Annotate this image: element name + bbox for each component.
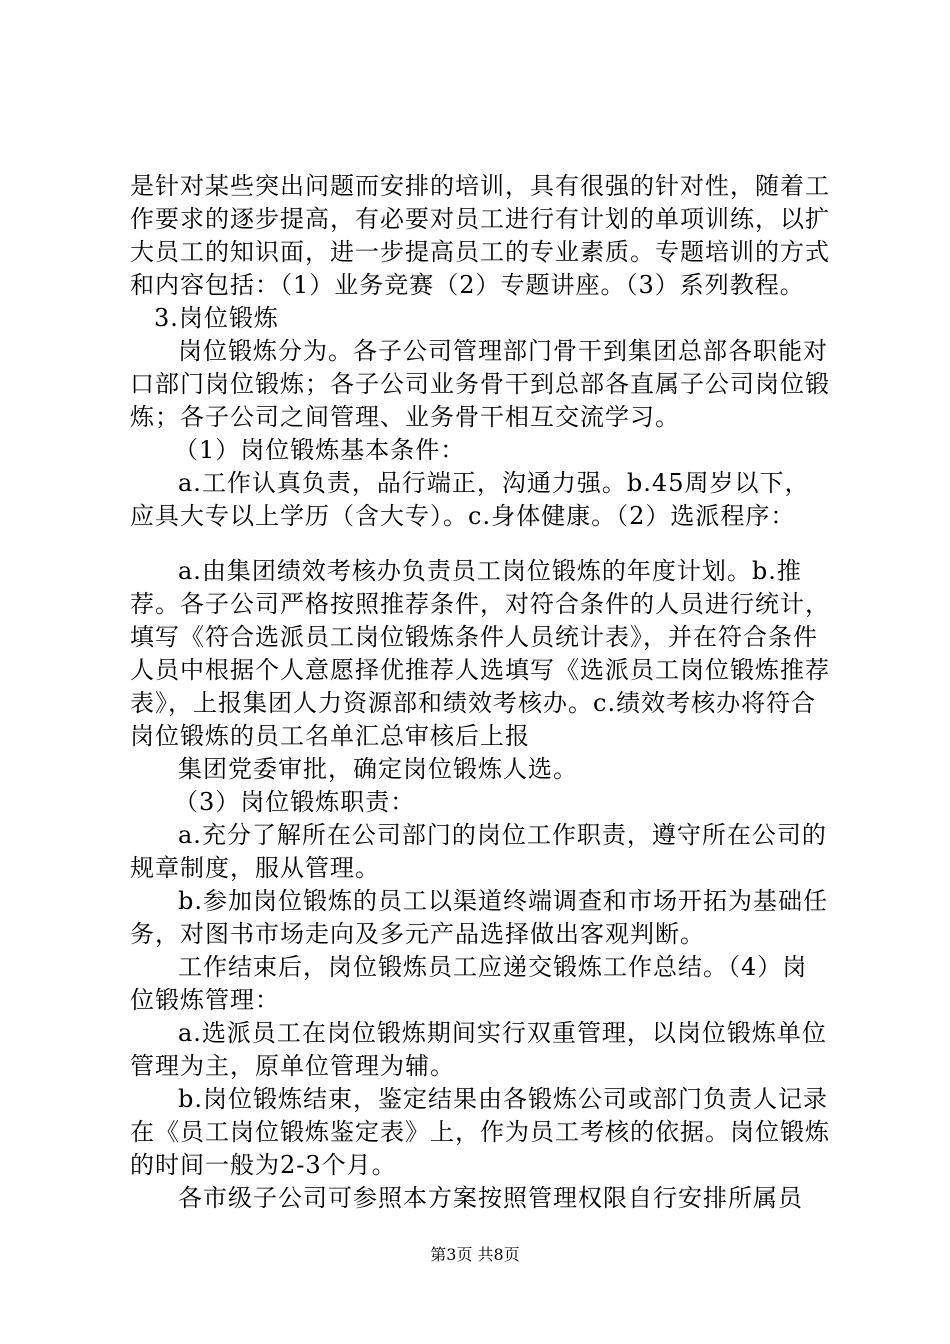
paragraph-duty-b: b.参加岗位锻炼的员工以渠道终端调查和市场开拓为基础任务，对图书市场走向及多元产品选择做出客观判断。 [130,887,828,948]
paragraph-topic-training: 是针对某些突出问题而安排的培训，具有很强的针对性，随着工作要求的逐步提高，有必要对员工进行有计划的单项训练，以扩大员工的知识面，进一步提高员工的专业素质。专题培训的方式和内容包括：（1）业务竞赛（2）专题讲座。（3）系列教程。 [130,172,830,299]
document-body [130,170,830,1215]
paragraph-conditions: a.工作认真负责，品行端正，沟通力强。b.45周岁以下，应具大专以上学历（含大专）。c.身体健康。（2）选派程序： [130,469,810,530]
paragraph-city-subsidiaries: 各市级子公司可参照本方案按照管理权限自行安排所属员 [178,1184,803,1212]
paragraph-post-training-types: 岗位锻炼分为。各子公司管理部门骨干到集团总部各职能对口部门岗位锻炼；各子公司业务骨干到总部各直属子公司岗位锻炼；各子公司之间管理、业务骨干相互交流学习。 [130,337,830,431]
page-number: 第3页 共8页 [430,1245,520,1264]
subheading-duties: （3）岗位锻炼职责： [174,788,416,816]
paragraph-management-b: b.岗位锻炼结束，鉴定结果由各锻炼公司或部门负责人记录在《员工岗位锻炼鉴定表》上，作为员工考核的依据。岗位锻炼的时间一般为2-3个月。 [130,1085,830,1179]
paragraph-duty-a: a.充分了解所在公司部门的岗位工作职责，遵守所在公司的规章制度，服从管理。 [130,821,827,882]
paragraph-selection-procedure: a.由集团绩效考核办负责员工岗位锻炼的年度计划。b.推荐。各子公司严格按照推荐条件，对符合条件的人员进行统计，填写《符合选派员工岗位锻炼条件人员统计表》，并在符合条件人员中根据个人意愿择优推荐人选填写《选派员工岗位锻炼推荐表》，上报集团人力资源部和绩效考核办。c.绩效考核办将符合岗位锻炼的员工名单汇总审核后上报 [130,557,830,750]
subheading-basic-conditions: （1）岗位锻炼基本条件： [174,436,466,464]
paragraph-approval: 集团党委审批，确定岗位锻炼人选。 [178,755,578,783]
paragraph-summary-management: 工作结束后，岗位锻炼员工应递交锻炼工作总结。（4）岗位锻炼管理： [130,953,808,1014]
paragraph-management-a: a.选派员工在岗位锻炼期间实行双重管理，以岗位锻炼单位管理为主，原单位管理为辅。 [130,1019,827,1080]
section-heading-post-training: 3.岗位锻炼 [154,304,279,332]
